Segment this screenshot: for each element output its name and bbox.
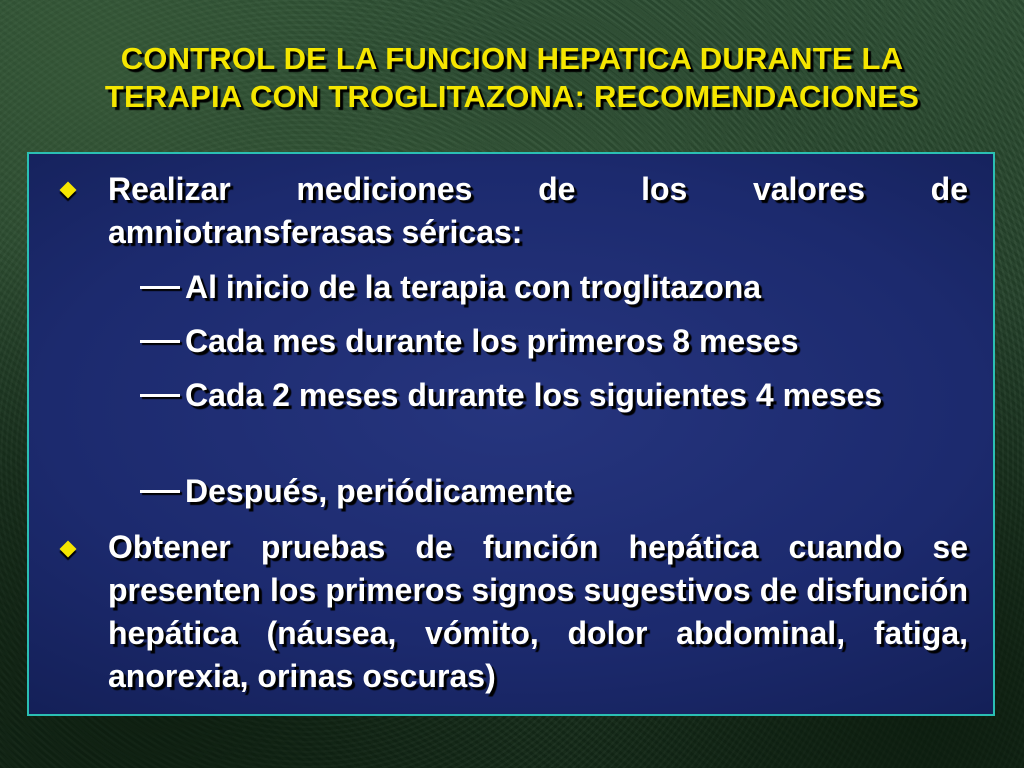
slide-title-line-1: CONTROL DE LA FUNCION HEPATICA DURANTE LA bbox=[120, 41, 904, 76]
bullet-item-2: Obtener pruebas de función hepática cuando se presenten los primeros signos sugestivos de disfunción hepática (náusea, vómito, dolor abdominal, fatiga, anorexia, orinas oscuras) bbox=[108, 529, 968, 694]
sub-item-4: Después, periódicamente bbox=[185, 473, 573, 509]
bullet-item-1: Realizar mediciones de los valores de amniotransferasas séricas: bbox=[108, 171, 968, 250]
slide-title-line-2: TERAPIA CON TROGLITAZONA: RECOMENDACIONES bbox=[104, 79, 920, 114]
slide-title bbox=[0, 40, 1024, 116]
em-dash-icon bbox=[140, 394, 180, 397]
sub-item-1: Al inicio de la terapia con troglitazona bbox=[185, 269, 762, 305]
sub-item-2: Cada mes durante los primeros 8 meses bbox=[185, 323, 799, 359]
em-dash-icon bbox=[140, 490, 180, 493]
em-dash-icon bbox=[140, 340, 180, 343]
em-dash-icon bbox=[140, 286, 180, 289]
sub-item-3: Cada 2 meses durante los siguientes 4 meses bbox=[185, 377, 883, 413]
